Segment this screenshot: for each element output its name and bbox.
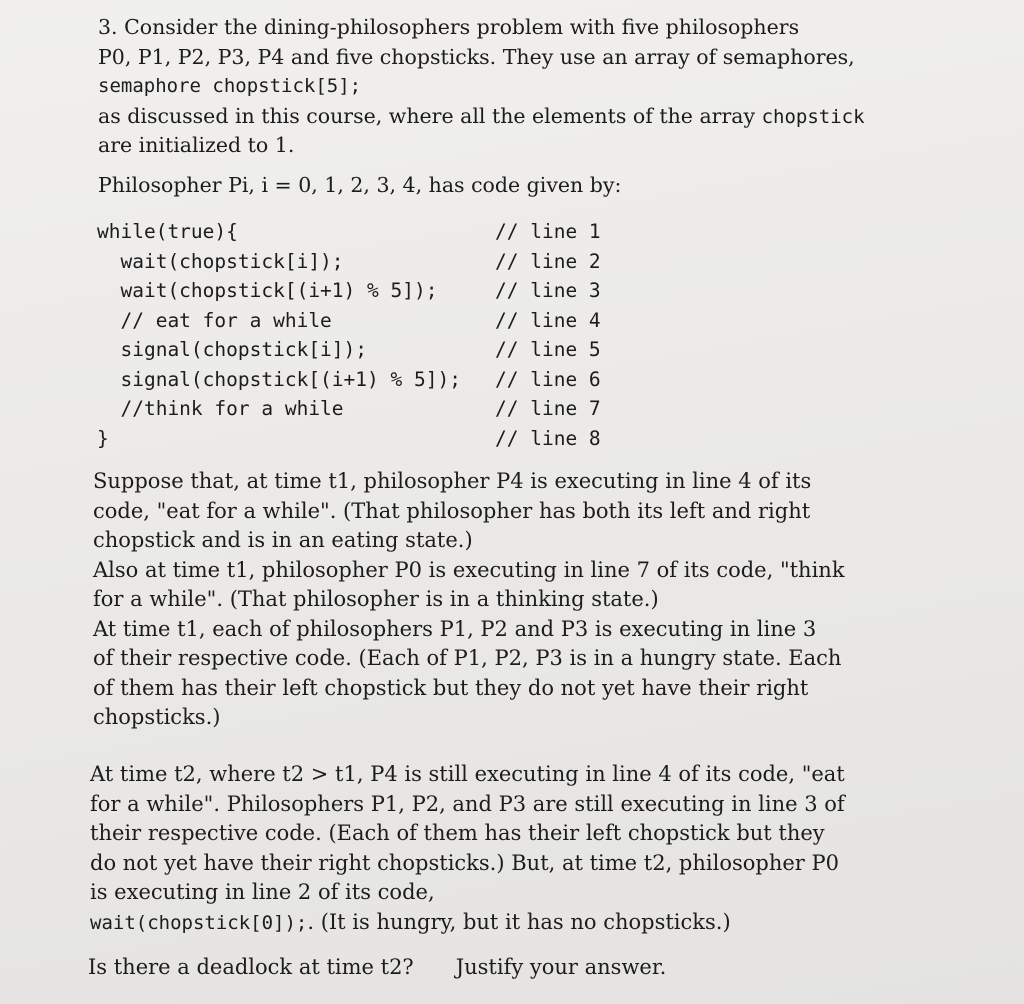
scenario2-line: is executing in line 2 of its code, bbox=[90, 880, 435, 904]
question bbox=[88, 953, 666, 983]
code-statement: // eat for a while bbox=[97, 308, 332, 332]
code-statement: wait(chopstick[i]); bbox=[97, 249, 344, 273]
scenario2-last-line bbox=[90, 908, 845, 938]
intro-line-4-code: chopstick bbox=[761, 105, 865, 128]
code-line bbox=[97, 394, 637, 424]
scenario1-line: of their respective code. (Each of P1, P2, P3 is in a hungry state. Each bbox=[93, 646, 842, 670]
intro-line-3: semaphore chopstick[5]; bbox=[98, 75, 362, 97]
code-line bbox=[97, 276, 637, 306]
code-intro: Philosopher Pi, i = 0, 1, 2, 3, 4, has code given by: bbox=[98, 173, 622, 197]
intro-line-4-text: as discussed in this course, where all the elements of the array bbox=[98, 103, 762, 128]
intro-line-1: 3. Consider the dining-philosophers problem with five philosophers bbox=[98, 15, 800, 39]
code-statement: signal(chopstick[i]); bbox=[97, 338, 368, 361]
code-block bbox=[97, 217, 637, 453]
scenario2-line: for a while". Philosophers P1, P2, and P3 are still executing in line 3 of bbox=[90, 791, 845, 816]
scenario1-line: chopstick and is in an eating state.) bbox=[93, 528, 473, 552]
scenario1-line: of them has their left chopstick but they do not yet have their right bbox=[93, 675, 809, 700]
code-statement: wait(chopstick[(i+1) % 5]); bbox=[97, 279, 438, 302]
code-comment: // line 4 bbox=[495, 308, 601, 332]
intro-line-2: P0, P1, P2, P3, P4 and five chopsticks. They use an array of semaphores, bbox=[98, 44, 855, 69]
scenario1-line: Also at time t1, philosopher P0 is executing in line 7 of its code, "think bbox=[93, 557, 845, 582]
code-line bbox=[97, 306, 637, 336]
code-line bbox=[97, 217, 637, 247]
scenario1-line: chopsticks.) bbox=[93, 705, 221, 729]
scenario-time-t2 bbox=[90, 760, 845, 937]
code-statement: } bbox=[97, 426, 109, 450]
code-line bbox=[97, 424, 637, 454]
code-comment: // line 2 bbox=[495, 249, 601, 273]
scenario2-line: their respective code. (Each of them has their left chopstick but they bbox=[90, 821, 825, 845]
question-text: Is there a deadlock at time t2? bbox=[88, 955, 414, 979]
scenario1-line: for a while". (That philosopher is in a thinking state.) bbox=[93, 587, 659, 611]
code-comment: // line 8 bbox=[495, 426, 601, 450]
scenario-time-t1 bbox=[93, 467, 845, 733]
code-statement: //think for a while bbox=[97, 397, 344, 420]
code-comment: // line 1 bbox=[495, 220, 601, 243]
scenario1-line: At time t1, each of philosophers P1, P2 and P3 is executing in line 3 bbox=[93, 616, 817, 641]
question-instruction: Justify your answer. bbox=[455, 955, 667, 979]
intro-line-5: are initialized to 1. bbox=[98, 133, 295, 157]
code-statement: while(true){ bbox=[97, 220, 238, 243]
scenario2-line: do not yet have their right chopsticks.) But, at time t2, philosopher P0 bbox=[90, 850, 839, 875]
code-line bbox=[97, 335, 637, 365]
scenario1-line: code, "eat for a while". (That philosopher has both its left and right bbox=[93, 498, 811, 523]
code-comment: // line 7 bbox=[495, 397, 601, 420]
code-comment: // line 3 bbox=[495, 279, 601, 302]
code-line bbox=[97, 365, 637, 395]
code-comment: // line 6 bbox=[495, 367, 601, 391]
code-comment: // line 5 bbox=[495, 338, 601, 361]
intro-line-4 bbox=[98, 102, 865, 132]
scenario2-line: At time t2, where t2 > t1, P4 is still executing in line 4 of its code, "eat bbox=[90, 762, 845, 786]
scenario2-trailing-text: . (It is hungry, but it has no chopsticks.) bbox=[307, 909, 731, 934]
scenario2-code: wait(chopstick[0]); bbox=[90, 911, 308, 934]
code-statement: signal(chopstick[(i+1) % 5]); bbox=[97, 367, 461, 391]
scenario1-line: Suppose that, at time t1, philosopher P4 is executing in line 4 of its bbox=[93, 469, 812, 493]
intro-paragraph bbox=[98, 13, 865, 161]
code-line bbox=[97, 247, 637, 277]
